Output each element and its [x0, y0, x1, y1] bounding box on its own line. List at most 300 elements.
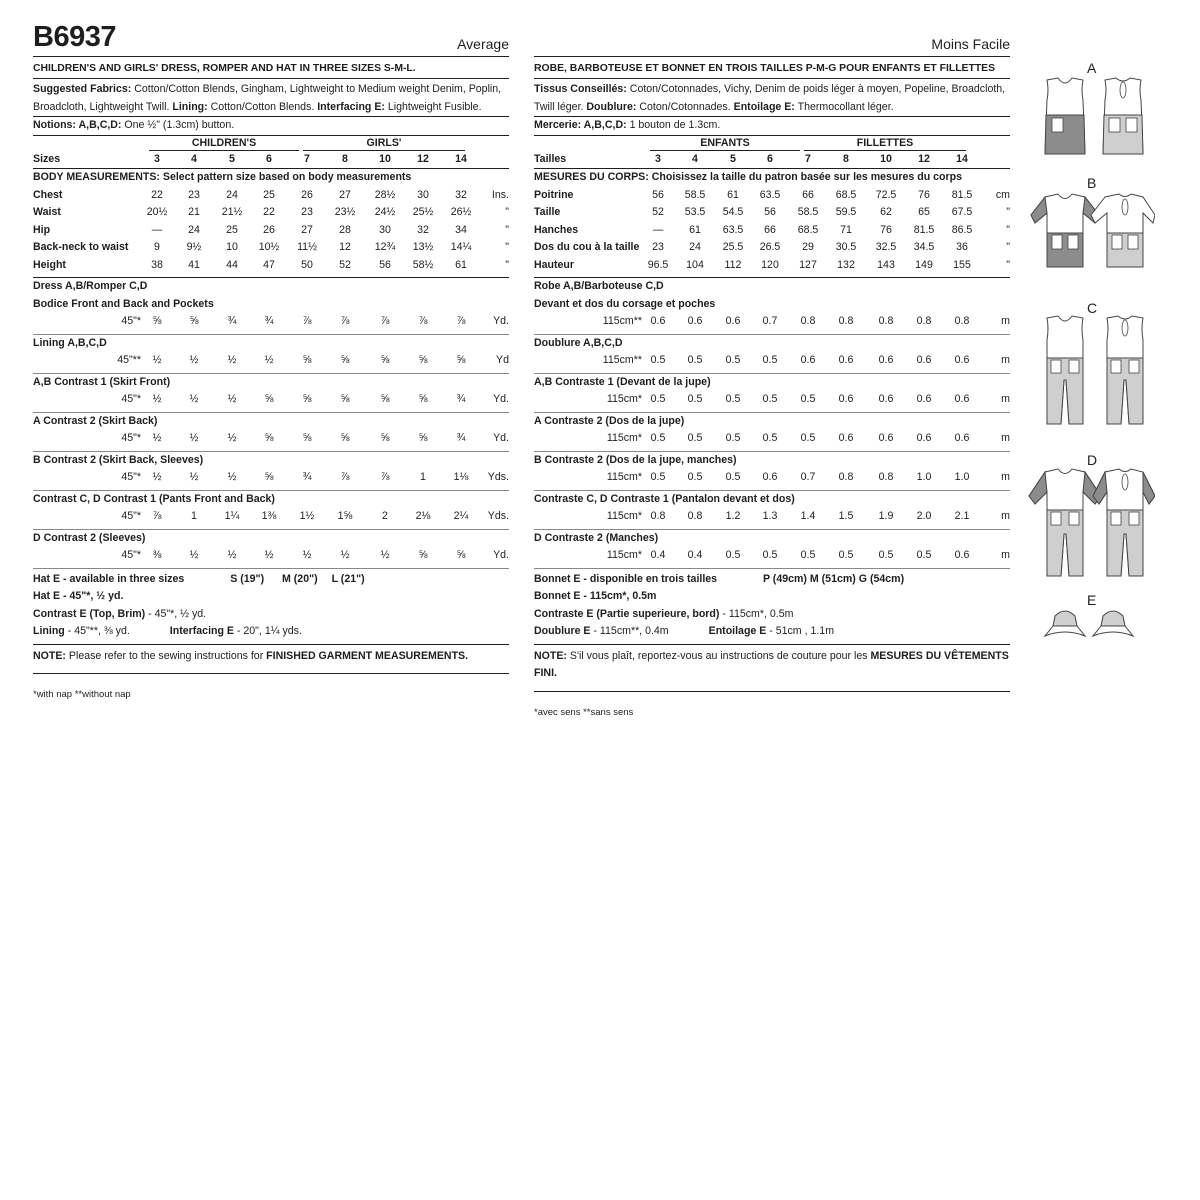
interfacing-e-label: Interfacing E — [169, 625, 234, 637]
sizes-row — [33, 151, 509, 169]
size-value: 0.5 — [916, 549, 932, 561]
unit: m — [1001, 510, 1010, 522]
lining-e-text: - 45"**, ⅜ yd. — [64, 625, 130, 637]
size-value: ½ — [227, 393, 237, 405]
size-value: 66 — [802, 188, 814, 201]
contrast-e-line — [534, 606, 1010, 624]
size-value: 0.5 — [878, 549, 894, 561]
size-value: ½ — [152, 393, 162, 405]
french-column — [534, 0, 1010, 721]
size-value: 25½ — [412, 206, 434, 218]
size-value: 1⅜ — [261, 510, 277, 522]
yardage-heading: B Contraste 2 (Dos de la jupe, manches) — [534, 453, 737, 466]
note-line — [33, 645, 509, 666]
size-value: 0.7 — [762, 315, 778, 327]
size-value: ½ — [264, 549, 274, 561]
size-value: ¾ — [456, 393, 466, 405]
size-value: ⅝ — [340, 354, 350, 366]
yardage-row — [33, 391, 509, 409]
size-value: 0.5 — [687, 432, 703, 444]
fabric-width: 45"* — [121, 510, 141, 522]
size-value: 0.5 — [687, 393, 703, 405]
size-value: 0.5 — [762, 432, 778, 444]
measurement-label: Back-neck to waist — [33, 241, 129, 253]
size-value: 0.5 — [762, 354, 778, 366]
measurement-label: Hauteur — [534, 258, 575, 271]
measurement-label: Waist — [33, 206, 61, 218]
size-value: ⅝ — [456, 354, 466, 366]
size-value: 0.5 — [650, 354, 666, 366]
size-number: 5 — [730, 152, 736, 165]
size-value: ½ — [380, 549, 390, 561]
difficulty-level: Moins Facile — [931, 36, 1010, 52]
view-e — [1025, 592, 1155, 647]
size-value: ¾ — [264, 315, 274, 327]
size-value: 0.5 — [650, 471, 666, 483]
dress-heading: Robe A,B/Barboteuse C,D — [534, 280, 664, 292]
size-value: 0.6 — [954, 549, 970, 561]
size-value: ⅝ — [264, 432, 274, 444]
hat-line: Bonnet E - 115cm*, 0.5m — [534, 590, 657, 602]
size-value: 56 — [652, 188, 664, 201]
fabrics-paragraph — [534, 79, 1010, 116]
yardage-row — [534, 352, 1010, 370]
size-value: 34.5 — [913, 241, 935, 253]
size-value: 0.5 — [650, 432, 666, 444]
note-text: S'il vous plaît, reportez-vous au instructions de couture pour les — [566, 649, 871, 662]
size-value: ⅝ — [456, 549, 466, 561]
fabrics-label: Tissus Conseillés: — [534, 83, 627, 95]
contrast-e-text: - 115cm*, 0.5m — [719, 607, 794, 620]
size-value: 1¼ — [224, 510, 240, 522]
interfacing-e-text: - 20", 1¼ yds. — [233, 625, 302, 637]
size-value: 76 — [880, 223, 892, 236]
size-value: 0.6 — [878, 432, 894, 444]
yardage-heading: A,B Contrast 1 (Skirt Front) — [33, 375, 171, 388]
size-value: 62 — [880, 206, 892, 218]
size-value: ⅝ — [152, 315, 162, 327]
size-number: 12 — [417, 152, 429, 165]
note-bold: MESURES DU VÊTEMENTS FINI. — [534, 649, 1009, 679]
size-value: 30 — [379, 223, 391, 236]
size-number: 8 — [342, 152, 348, 165]
size-number: 4 — [191, 152, 197, 165]
fabric-width: 115cm* — [606, 510, 642, 522]
size-value: 0.8 — [838, 315, 854, 327]
unit: Yds. — [487, 471, 509, 483]
unit: Yd. — [493, 315, 509, 327]
size-value: 132 — [837, 258, 855, 271]
size-value: 61 — [689, 223, 701, 236]
yardage-heading: A Contraste 2 (Dos de la jupe) — [534, 414, 685, 427]
contrast-e-line — [33, 606, 509, 624]
yardage-heading: Contraste C, D Contraste 1 (Pantalon devant et dos) — [534, 492, 795, 505]
measurement-label: Dos du cou à la taille — [534, 241, 640, 253]
size-value: ⅝ — [302, 354, 312, 366]
yardage-row — [534, 391, 1010, 409]
unit: Yd — [496, 354, 509, 366]
view-e-letter: E — [1087, 592, 1097, 608]
fabric-width: 115cm* — [606, 471, 642, 483]
fabric-width: 115cm* — [606, 393, 642, 405]
fabric-width: 45"* — [121, 471, 141, 483]
size-group-1: ENFANTS — [650, 136, 800, 151]
size-value: 36 — [956, 241, 968, 253]
size-value: 0.5 — [800, 549, 816, 561]
size-value: ½ — [227, 549, 237, 561]
measurement-label: Poitrine — [534, 188, 574, 201]
footnote: *with nap **without nap — [33, 689, 131, 700]
size-value: 47 — [263, 258, 275, 271]
size-number: 10 — [880, 152, 892, 165]
yardage-table — [534, 296, 1010, 569]
size-value: 1 — [420, 471, 426, 483]
measurement-label: Hanches — [534, 223, 579, 236]
size-value: 0.8 — [650, 510, 666, 522]
size-value: 0.6 — [916, 354, 932, 366]
yardage-row — [534, 313, 1010, 331]
unit: Yd. — [493, 393, 509, 405]
notions-label: Notions: A,B,C,D: — [33, 119, 122, 131]
size-value: 0.5 — [725, 471, 741, 483]
size-value: 44 — [226, 258, 238, 271]
footnote: *avec sens **sans sens — [534, 706, 634, 718]
size-value: ⅞ — [380, 315, 390, 327]
size-value: 29 — [802, 241, 814, 253]
header — [534, 0, 1010, 52]
hat-size-s: P (49cm) — [762, 572, 807, 585]
fabrics-paragraph — [33, 79, 509, 116]
size-value: ⅝ — [264, 471, 274, 483]
size-value: 58½ — [412, 258, 434, 271]
size-value: 61 — [727, 188, 739, 201]
fabric-width: 115cm** — [602, 354, 642, 366]
size-value: ⅝ — [302, 432, 312, 444]
size-number: 7 — [805, 152, 811, 165]
unit: " — [1006, 223, 1010, 236]
notions-paragraph — [33, 117, 509, 135]
size-value: — — [151, 223, 163, 236]
yardage-heading: A,B Contraste 1 (Devant de la jupe) — [534, 375, 711, 388]
contrast-e-text: - 45"*, ½ yd. — [145, 607, 207, 620]
yardage-divider — [33, 568, 509, 569]
size-value: 22 — [151, 188, 163, 201]
size-value: 96.5 — [647, 258, 669, 271]
size-value: 1½ — [299, 510, 315, 522]
measurements-table — [33, 187, 509, 275]
unit: Yd. — [493, 549, 509, 561]
size-value: 0.6 — [838, 432, 854, 444]
hat-label: Hat E - available in three sizes — [33, 572, 185, 585]
english-column — [33, 0, 509, 704]
note-line — [534, 645, 1010, 683]
size-value: ⅜ — [152, 549, 162, 561]
unit: " — [1006, 241, 1010, 253]
size-value: 26 — [301, 188, 313, 201]
size-value: ½ — [302, 549, 312, 561]
size-number: 3 — [154, 152, 160, 165]
yardage-heading: Bodice Front and Back and Pockets — [33, 297, 214, 310]
fabric-width: 45"** — [117, 354, 141, 366]
unit: " — [505, 258, 509, 271]
size-value: 2⅛ — [415, 510, 431, 522]
size-value: 13½ — [412, 241, 434, 253]
size-value: 0.6 — [687, 315, 703, 327]
size-value: 0.8 — [687, 510, 703, 522]
lining-e-line — [534, 623, 1010, 641]
size-value: 1.9 — [878, 510, 894, 522]
size-value: 12 — [339, 241, 351, 253]
size-value: 155 — [953, 258, 971, 271]
size-value: 1⅝ — [337, 510, 353, 522]
size-value: 127 — [799, 258, 817, 271]
size-value: 65 — [918, 206, 930, 218]
size-value: 1.3 — [762, 510, 778, 522]
size-value: ¾ — [302, 471, 312, 483]
romper-c-icon — [1025, 300, 1155, 435]
size-value: 52 — [339, 258, 351, 271]
size-value: 0.5 — [762, 393, 778, 405]
size-value: 0.8 — [878, 315, 894, 327]
size-value: 2.0 — [916, 510, 932, 522]
size-number: 8 — [843, 152, 849, 165]
size-value: 22 — [263, 206, 275, 218]
unit: " — [505, 223, 509, 236]
view-d — [1025, 452, 1155, 587]
notions-text: One ½" (1.3cm) button. — [121, 119, 235, 131]
fabric-width: 115cm* — [606, 432, 642, 444]
size-value: ⅝ — [418, 549, 428, 561]
size-value: 12¾ — [374, 241, 396, 253]
size-value: 112 — [724, 258, 742, 271]
unit: Ins. — [491, 188, 509, 201]
size-value: 24 — [226, 188, 238, 201]
size-value: ⅝ — [380, 432, 390, 444]
yardage-heading: Doublure A,B,C,D — [534, 336, 623, 349]
yardage-divider — [534, 568, 1010, 569]
size-value: 76 — [918, 188, 930, 201]
size-value: 81.5 — [951, 188, 973, 201]
size-value: 41 — [188, 258, 200, 271]
size-value: 53.5 — [684, 206, 706, 218]
size-group-2: GIRLS' — [303, 136, 465, 151]
view-d-letter: D — [1087, 452, 1098, 468]
size-value: ⅞ — [456, 315, 466, 327]
interfacing-text: Lightweight Fusible. — [384, 100, 482, 113]
size-value: 0.8 — [800, 315, 816, 327]
size-value: 28 — [339, 223, 351, 236]
size-value: 0.5 — [838, 549, 854, 561]
size-value: 24½ — [374, 206, 396, 218]
size-number: 12 — [918, 152, 930, 165]
hat-size-m: M (20") — [282, 572, 318, 585]
fabric-width: 115cm** — [602, 315, 642, 327]
measurement-row — [33, 222, 509, 240]
size-value: 0.6 — [838, 354, 854, 366]
lining-label: Lining: — [172, 100, 208, 113]
measurement-row — [534, 204, 1010, 222]
measurement-label: Hip — [33, 223, 51, 236]
size-value: 0.6 — [725, 315, 741, 327]
interfacing-label: Entoilage E: — [733, 100, 795, 113]
size-value: 32 — [455, 188, 467, 201]
size-value: ⅝ — [340, 393, 350, 405]
note-rule — [534, 691, 1010, 692]
size-value: ½ — [227, 471, 237, 483]
note-label: NOTE: — [534, 649, 567, 662]
lining-text: Coton/Cotonnades. — [636, 100, 734, 113]
fabrics-text: Coton/Cotonnades, Vichy, Denim de poids léger à moyen, Popeline, Broadcloth, Twill léger. — [534, 83, 1006, 113]
size-value: 0.6 — [954, 393, 970, 405]
size-number: 6 — [767, 152, 773, 165]
size-value: 0.6 — [954, 354, 970, 366]
interfacing-e-label: Entoilage E — [708, 625, 767, 637]
size-number: 14 — [455, 152, 467, 165]
hat-size-m: M (51cm) — [809, 572, 856, 585]
measurements-table — [534, 187, 1010, 275]
size-value: 0.6 — [878, 393, 894, 405]
size-value: 23 — [188, 188, 200, 201]
size-value: 10 — [226, 241, 238, 253]
unit: Yds. — [487, 510, 509, 522]
note-rule — [33, 673, 509, 674]
size-value: ¾ — [456, 432, 466, 444]
size-value: 50 — [301, 258, 313, 271]
size-value: 63.5 — [722, 223, 744, 236]
size-value: — — [652, 223, 664, 236]
size-value: 9½ — [186, 241, 202, 253]
fabric-width: 45"* — [121, 549, 141, 561]
note-bold: FINISHED GARMENT MEASUREMENTS. — [266, 649, 469, 662]
yardage-heading: A Contrast 2 (Skirt Back) — [33, 414, 158, 427]
yardage-heading: Lining A,B,C,D — [33, 336, 107, 349]
size-value: ⅞ — [418, 315, 428, 327]
size-value: ½ — [189, 432, 199, 444]
measurement-label: Taille — [534, 206, 561, 218]
size-value: ⅞ — [340, 315, 350, 327]
size-value: 32.5 — [875, 241, 897, 253]
note-label: NOTE: — [33, 649, 66, 662]
size-value: 25 — [226, 223, 238, 236]
measurement-row — [534, 239, 1010, 257]
yardage-row — [33, 508, 509, 526]
size-value: 104 — [686, 258, 704, 271]
size-value: 0.5 — [800, 432, 816, 444]
unit: " — [505, 241, 509, 253]
size-value: 2.1 — [954, 510, 970, 522]
size-value: 26 — [263, 223, 275, 236]
size-value: 21½ — [221, 206, 243, 218]
size-value: 23 — [301, 206, 313, 218]
size-value: ⅝ — [302, 393, 312, 405]
size-group-headers — [534, 136, 1010, 151]
size-value: ⅞ — [340, 471, 350, 483]
fabric-width: 45"* — [121, 393, 141, 405]
unit: m — [1001, 549, 1010, 561]
pattern-title: CHILDREN'S AND GIRLS' DRESS, ROMPER AND HAT IN THREE SIZES S-M-L. — [33, 63, 416, 74]
size-value: 0.5 — [762, 549, 778, 561]
unit: m — [1001, 471, 1010, 483]
view-b — [1025, 175, 1155, 285]
size-value: 0.6 — [916, 393, 932, 405]
fabrics-label: Suggested Fabrics: — [33, 83, 132, 95]
fabric-width: 115cm* — [606, 549, 642, 561]
size-value: 0.8 — [878, 471, 894, 483]
unit: " — [1006, 258, 1010, 271]
measurement-row — [33, 239, 509, 257]
view-c-letter: C — [1087, 300, 1098, 316]
size-value: 58.5 — [797, 206, 819, 218]
size-value: 25 — [263, 188, 275, 201]
body-measurements-heading: BODY MEASUREMENTS: Select pattern size based on body measurements — [33, 171, 412, 183]
size-value: 23½ — [334, 206, 356, 218]
size-value: 67.5 — [951, 206, 973, 218]
measurement-label: Height — [33, 258, 66, 271]
yardage-heading: B Contrast 2 (Skirt Back, Sleeves) — [33, 453, 204, 466]
yardage-heading: Contrast C, D Contrast 1 (Pants Front and Back) — [33, 492, 275, 505]
interfacing-text: Thermocollant léger. — [794, 100, 894, 113]
size-value: 0.7 — [800, 471, 816, 483]
hat-heading — [534, 571, 1010, 589]
size-value: ⅝ — [380, 393, 390, 405]
unit: " — [1006, 206, 1010, 218]
size-group-headers — [33, 136, 509, 151]
size-value: 0.6 — [878, 354, 894, 366]
unit: " — [505, 206, 509, 218]
size-value: 72.5 — [875, 188, 897, 201]
size-value: 25.5 — [722, 241, 744, 253]
measurement-row — [534, 257, 1010, 275]
size-group-1: CHILDREN'S — [149, 136, 299, 151]
dress-heading: Dress A,B/Romper C,D — [33, 280, 148, 292]
size-value: ½ — [189, 471, 199, 483]
size-value: 1.2 — [725, 510, 741, 522]
size-value: ½ — [189, 354, 199, 366]
size-value: 86.5 — [951, 223, 973, 236]
view-a — [1025, 60, 1155, 160]
size-value: 143 — [877, 258, 895, 271]
sizes-label: Tailles — [534, 152, 567, 165]
size-value: 68.5 — [835, 188, 857, 201]
size-value: 81.5 — [913, 223, 935, 236]
yardage-row — [33, 547, 509, 565]
size-value: 0.6 — [954, 432, 970, 444]
size-group-2: FILLETTES — [804, 136, 966, 151]
unit: m — [1001, 315, 1010, 327]
size-value: 0.5 — [725, 393, 741, 405]
size-value: 149 — [915, 258, 933, 271]
size-value: 0.8 — [954, 315, 970, 327]
size-number: 7 — [304, 152, 310, 165]
hat-size-l: L (21") — [331, 572, 365, 585]
size-value: 0.4 — [650, 549, 666, 561]
size-value: ⅞ — [380, 471, 390, 483]
size-value: 14¼ — [450, 241, 472, 253]
size-value: ½ — [189, 393, 199, 405]
size-value: 0.5 — [687, 471, 703, 483]
sizes-label: Sizes — [33, 152, 61, 165]
size-value: 56 — [764, 206, 776, 218]
hat-size-l: G (54cm) — [858, 572, 905, 585]
yardage-row — [33, 469, 509, 487]
size-value: 30.5 — [835, 241, 857, 253]
size-value: 1⅛ — [453, 471, 469, 483]
size-value: ⅝ — [340, 432, 350, 444]
view-c — [1025, 300, 1155, 435]
size-value: 0.5 — [687, 354, 703, 366]
size-value: 26.5 — [759, 241, 781, 253]
unit: m — [1001, 393, 1010, 405]
